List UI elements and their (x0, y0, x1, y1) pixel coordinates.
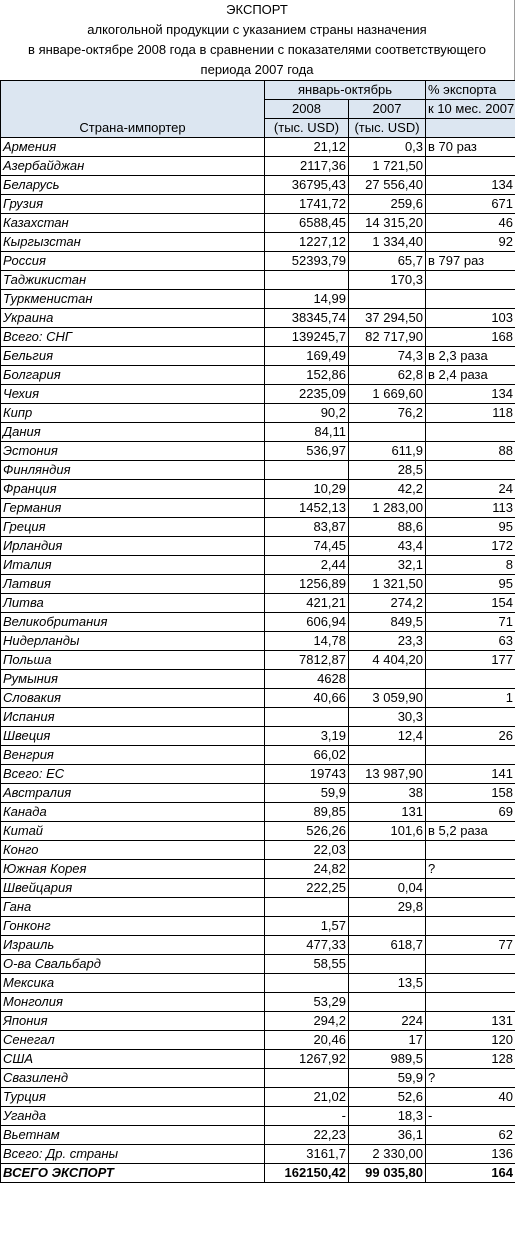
percent-cell[interactable]: 671 (426, 195, 515, 214)
table-row (1, 670, 515, 689)
country-cell[interactable]: Чехия (1, 385, 265, 404)
column-header-pct-2[interactable]: к 10 мес. 2007 (426, 100, 515, 119)
value-2008-cell[interactable]: 3161,7 (265, 1145, 349, 1164)
percent-cell[interactable] (426, 917, 515, 936)
table-row (1, 708, 515, 727)
table-row (1, 898, 515, 917)
value-2008-cell[interactable]: 38345,74 (265, 309, 349, 328)
country-cell[interactable]: Украина (1, 309, 265, 328)
country-cell[interactable]: Япония (1, 1012, 265, 1031)
percent-cell[interactable]: 63 (426, 632, 515, 651)
percent-cell[interactable]: 172 (426, 537, 515, 556)
value-2007-cell[interactable] (349, 746, 426, 765)
table-row (1, 366, 515, 385)
table-row (1, 290, 515, 309)
country-cell[interactable]: Нидерланды (1, 632, 265, 651)
column-header-pct-blank[interactable] (426, 119, 515, 138)
value-2008-cell[interactable]: 14,78 (265, 632, 349, 651)
country-cell[interactable]: Россия (1, 252, 265, 271)
percent-cell[interactable]: 177 (426, 651, 515, 670)
country-cell[interactable]: Канада (1, 803, 265, 822)
percent-cell[interactable] (426, 423, 515, 442)
value-2008-cell[interactable]: 74,45 (265, 537, 349, 556)
value-2008-cell[interactable]: 59,9 (265, 784, 349, 803)
table-row (1, 176, 515, 195)
table-row (1, 765, 515, 784)
table-row (1, 195, 515, 214)
table-row (1, 746, 515, 765)
export-table (0, 80, 515, 1183)
table-row (1, 1069, 515, 1088)
value-2007-cell[interactable] (349, 670, 426, 689)
value-2007-cell[interactable]: 37 294,50 (349, 309, 426, 328)
table-row (1, 1050, 515, 1069)
value-2008-cell[interactable]: 1741,72 (265, 195, 349, 214)
value-2007-cell[interactable] (349, 423, 426, 442)
value-2008-cell[interactable]: 90,2 (265, 404, 349, 423)
column-header-country[interactable]: Страна-импортер (1, 81, 265, 138)
value-2007-cell[interactable]: 43,4 (349, 537, 426, 556)
country-cell[interactable]: Беларусь (1, 176, 265, 195)
column-header-pct-1[interactable]: % экспорта (426, 81, 515, 100)
country-cell[interactable]: Италия (1, 556, 265, 575)
country-cell[interactable]: Израиль (1, 936, 265, 955)
table-row (1, 784, 515, 803)
value-2007-cell[interactable]: 38 (349, 784, 426, 803)
value-2007-cell[interactable]: 1 721,50 (349, 157, 426, 176)
country-cell[interactable]: Армения (1, 138, 265, 157)
country-cell[interactable]: Швеция (1, 727, 265, 746)
country-cell[interactable]: Грузия (1, 195, 265, 214)
value-2008-cell[interactable]: 14,99 (265, 290, 349, 309)
country-cell[interactable]: Кыргызстан (1, 233, 265, 252)
country-cell[interactable]: Дания (1, 423, 265, 442)
table-row (1, 404, 515, 423)
value-2008-cell[interactable]: 169,49 (265, 347, 349, 366)
value-2008-cell[interactable]: 84,11 (265, 423, 349, 442)
table-row (1, 974, 515, 993)
percent-cell[interactable]: 1 (426, 689, 515, 708)
table-row (1, 518, 515, 537)
value-2008-cell[interactable]: 477,33 (265, 936, 349, 955)
percent-cell[interactable]: 8 (426, 556, 515, 575)
title-line-1: ЭКСПОРТ (0, 0, 515, 20)
country-cell[interactable]: Туркменистан (1, 290, 265, 309)
value-2008-cell[interactable]: 3,19 (265, 727, 349, 746)
value-2008-cell[interactable]: 2,44 (265, 556, 349, 575)
value-2007-cell[interactable] (349, 290, 426, 309)
table-row (1, 1126, 515, 1145)
percent-cell[interactable]: 88 (426, 442, 515, 461)
percent-cell[interactable]: - (426, 1107, 515, 1126)
table-row (1, 271, 515, 290)
value-2008-cell[interactable] (265, 1069, 349, 1088)
value-2008-cell[interactable]: 21,02 (265, 1088, 349, 1107)
value-2007-cell[interactable] (349, 955, 426, 974)
value-2008-cell[interactable]: 294,2 (265, 1012, 349, 1031)
country-cell[interactable]: Финляндия (1, 461, 265, 480)
table-row (1, 936, 515, 955)
percent-cell[interactable] (426, 879, 515, 898)
value-2007-cell[interactable]: 59,9 (349, 1069, 426, 1088)
country-cell[interactable]: Греция (1, 518, 265, 537)
country-cell[interactable]: Латвия (1, 575, 265, 594)
country-cell[interactable]: Великобритания (1, 613, 265, 632)
country-cell[interactable]: Всего: ЕС (1, 765, 265, 784)
country-cell[interactable]: Кипр (1, 404, 265, 423)
percent-cell[interactable]: 134 (426, 176, 515, 195)
value-2008-cell[interactable] (265, 708, 349, 727)
country-cell[interactable]: Бельгия (1, 347, 265, 366)
value-2008-cell[interactable]: 21,12 (265, 138, 349, 157)
value-2008-cell[interactable]: 536,97 (265, 442, 349, 461)
country-cell[interactable]: Вьетнам (1, 1126, 265, 1145)
value-2007-cell[interactable]: 74,3 (349, 347, 426, 366)
table-row (1, 385, 515, 404)
table-row (1, 347, 515, 366)
table-row (1, 423, 515, 442)
value-2007-cell[interactable] (349, 841, 426, 860)
value-2008-cell[interactable]: 139245,7 (265, 328, 349, 347)
percent-cell[interactable]: 95 (426, 575, 515, 594)
percent-cell[interactable]: в 2,4 раза (426, 366, 515, 385)
table-row (1, 955, 515, 974)
table-row (1, 233, 515, 252)
value-2007-cell[interactable]: 0,04 (349, 879, 426, 898)
value-2007-cell[interactable]: 52,6 (349, 1088, 426, 1107)
country-cell[interactable]: Болгария (1, 366, 265, 385)
percent-cell[interactable]: 46 (426, 214, 515, 233)
percent-cell[interactable] (426, 955, 515, 974)
value-2007-cell[interactable]: 4 404,20 (349, 651, 426, 670)
value-2007-cell[interactable]: 30,3 (349, 708, 426, 727)
table-row (1, 613, 515, 632)
value-2008-cell[interactable]: 10,29 (265, 480, 349, 499)
table-row (1, 1145, 515, 1164)
table-row (1, 727, 515, 746)
percent-cell[interactable] (426, 157, 515, 176)
value-2007-cell[interactable]: 23,3 (349, 632, 426, 651)
value-2008-cell[interactable]: - (265, 1107, 349, 1126)
percent-cell[interactable]: в 797 раз (426, 252, 515, 271)
percent-cell[interactable]: 92 (426, 233, 515, 252)
title-line-4: периода 2007 года (0, 60, 515, 80)
value-2008-cell[interactable]: 1267,92 (265, 1050, 349, 1069)
value-2008-cell[interactable] (265, 271, 349, 290)
percent-cell[interactable]: 95 (426, 518, 515, 537)
value-2008-cell[interactable]: 2235,09 (265, 385, 349, 404)
percent-cell[interactable] (426, 841, 515, 860)
percent-cell[interactable] (426, 993, 515, 1012)
column-header-2007[interactable]: 2007 (349, 100, 426, 119)
percent-cell[interactable]: 113 (426, 499, 515, 518)
country-cell[interactable]: Эстония (1, 442, 265, 461)
country-cell[interactable]: Румыния (1, 670, 265, 689)
table-row (1, 328, 515, 347)
value-2007-cell[interactable]: 17 (349, 1031, 426, 1050)
value-2007-cell[interactable]: 2 330,00 (349, 1145, 426, 1164)
table-row (1, 575, 515, 594)
value-2008-cell[interactable]: 1452,13 (265, 499, 349, 518)
table-row (1, 841, 515, 860)
value-2008-cell[interactable]: 1256,89 (265, 575, 349, 594)
country-cell[interactable]: Испания (1, 708, 265, 727)
value-2008-cell[interactable]: 20,46 (265, 1031, 349, 1050)
percent-cell[interactable]: 71 (426, 613, 515, 632)
country-cell[interactable]: Всего: Др. страны (1, 1145, 265, 1164)
country-cell[interactable]: Сенегал (1, 1031, 265, 1050)
value-2008-cell[interactable]: 4628 (265, 670, 349, 689)
country-cell[interactable]: Всего: СНГ (1, 328, 265, 347)
value-2008-cell[interactable]: 52393,79 (265, 252, 349, 271)
value-2007-cell[interactable]: 18,3 (349, 1107, 426, 1126)
percent-cell[interactable] (426, 461, 515, 480)
table-row (1, 1107, 515, 1126)
percent-cell[interactable]: 131 (426, 1012, 515, 1031)
value-2007-cell[interactable]: 1 669,60 (349, 385, 426, 404)
country-cell[interactable]: Азербайджан (1, 157, 265, 176)
country-cell[interactable]: Казахстан (1, 214, 265, 233)
value-2008-cell[interactable]: 526,26 (265, 822, 349, 841)
value-2007-cell[interactable]: 274,2 (349, 594, 426, 613)
column-unit-2007[interactable]: (тыс. USD) (349, 119, 426, 138)
country-cell[interactable]: Словакия (1, 689, 265, 708)
value-2008-cell[interactable]: 22,03 (265, 841, 349, 860)
value-2008-cell[interactable]: 89,85 (265, 803, 349, 822)
value-2008-cell[interactable] (265, 974, 349, 993)
table-row (1, 252, 515, 271)
country-cell[interactable]: Ирландия (1, 537, 265, 556)
table-row (1, 556, 515, 575)
country-cell[interactable]: Швейцария (1, 879, 265, 898)
value-2008-cell[interactable]: 162150,42 (265, 1164, 349, 1183)
value-2008-cell[interactable]: 22,23 (265, 1126, 349, 1145)
percent-cell[interactable]: 40 (426, 1088, 515, 1107)
country-cell[interactable]: Турция (1, 1088, 265, 1107)
value-2007-cell[interactable]: 36,1 (349, 1126, 426, 1145)
table-row (1, 632, 515, 651)
percent-cell[interactable]: 154 (426, 594, 515, 613)
value-2007-cell[interactable]: 989,5 (349, 1050, 426, 1069)
value-2007-cell[interactable]: 27 556,40 (349, 176, 426, 195)
country-cell[interactable]: Южная Корея (1, 860, 265, 879)
table-row (1, 1031, 515, 1050)
country-cell[interactable]: Китай (1, 822, 265, 841)
value-2008-cell[interactable]: 36795,43 (265, 176, 349, 195)
percent-cell[interactable]: 158 (426, 784, 515, 803)
table-row (1, 860, 515, 879)
table-row (1, 1012, 515, 1031)
country-cell[interactable]: Таджикистан (1, 271, 265, 290)
value-2007-cell[interactable]: 224 (349, 1012, 426, 1031)
value-2007-cell[interactable]: 28,5 (349, 461, 426, 480)
percent-cell[interactable]: 164 (426, 1164, 515, 1183)
column-header-period[interactable]: январь-октябрь (265, 81, 426, 100)
value-2008-cell[interactable]: 1227,12 (265, 233, 349, 252)
percent-cell[interactable]: 134 (426, 385, 515, 404)
country-cell[interactable]: Свазиленд (1, 1069, 265, 1088)
percent-cell[interactable] (426, 898, 515, 917)
value-2007-cell[interactable]: 259,6 (349, 195, 426, 214)
table-row (1, 461, 515, 480)
value-2008-cell[interactable]: 7812,87 (265, 651, 349, 670)
value-2007-cell[interactable]: 99 035,80 (349, 1164, 426, 1183)
table-row (1, 803, 515, 822)
percent-cell[interactable]: 24 (426, 480, 515, 499)
value-2008-cell[interactable]: 606,94 (265, 613, 349, 632)
value-2007-cell[interactable]: 0,3 (349, 138, 426, 157)
percent-cell[interactable] (426, 670, 515, 689)
table-row (1, 879, 515, 898)
percent-cell[interactable]: 128 (426, 1050, 515, 1069)
value-2008-cell[interactable]: 2117,36 (265, 157, 349, 176)
country-cell[interactable]: Гана (1, 898, 265, 917)
value-2007-cell[interactable]: 82 717,90 (349, 328, 426, 347)
value-2008-cell[interactable]: 40,66 (265, 689, 349, 708)
table-row (1, 651, 515, 670)
value-2007-cell[interactable]: 170,3 (349, 271, 426, 290)
value-2008-cell[interactable]: 58,55 (265, 955, 349, 974)
header-row-1 (1, 81, 515, 100)
value-2007-cell[interactable]: 101,6 (349, 822, 426, 841)
percent-cell[interactable]: 77 (426, 936, 515, 955)
country-cell[interactable]: Гонконг (1, 917, 265, 936)
country-cell[interactable]: Монголия (1, 993, 265, 1012)
percent-cell[interactable] (426, 708, 515, 727)
country-cell[interactable]: Литва (1, 594, 265, 613)
country-cell[interactable]: ВСЕГО ЭКСПОРТ (1, 1164, 265, 1183)
percent-cell[interactable]: в 2,3 раза (426, 347, 515, 366)
percent-cell[interactable] (426, 290, 515, 309)
percent-cell[interactable]: 26 (426, 727, 515, 746)
value-2007-cell[interactable]: 65,7 (349, 252, 426, 271)
title-line-2: алкогольной продукции с указанием страны назначения (0, 20, 515, 40)
value-2007-cell[interactable]: 3 059,90 (349, 689, 426, 708)
percent-cell[interactable]: 168 (426, 328, 515, 347)
country-cell[interactable]: О-ва Свальбард (1, 955, 265, 974)
table-row (1, 689, 515, 708)
country-cell[interactable]: Уганда (1, 1107, 265, 1126)
value-2007-cell[interactable]: 13 987,90 (349, 765, 426, 784)
value-2007-cell[interactable]: 29,8 (349, 898, 426, 917)
percent-cell[interactable]: ? (426, 1069, 515, 1088)
value-2007-cell[interactable] (349, 860, 426, 879)
percent-cell[interactable]: 141 (426, 765, 515, 784)
value-2007-cell[interactable] (349, 917, 426, 936)
value-2007-cell[interactable]: 1 321,50 (349, 575, 426, 594)
country-cell[interactable]: Конго (1, 841, 265, 860)
table-row (1, 537, 515, 556)
table-row (1, 1088, 515, 1107)
value-2007-cell[interactable]: 131 (349, 803, 426, 822)
country-cell[interactable]: США (1, 1050, 265, 1069)
column-unit-2008[interactable]: (тыс. USD) (265, 119, 349, 138)
percent-cell[interactable]: 62 (426, 1126, 515, 1145)
table-row (1, 309, 515, 328)
table-row (1, 1164, 515, 1183)
percent-cell[interactable] (426, 974, 515, 993)
percent-cell[interactable]: 120 (426, 1031, 515, 1050)
value-2008-cell[interactable]: 6588,45 (265, 214, 349, 233)
value-2008-cell[interactable]: 83,87 (265, 518, 349, 537)
value-2007-cell[interactable]: 1 283,00 (349, 499, 426, 518)
column-header-2008[interactable]: 2008 (265, 100, 349, 119)
country-cell[interactable]: Австралия (1, 784, 265, 803)
value-2007-cell[interactable]: 32,1 (349, 556, 426, 575)
value-2008-cell[interactable] (265, 461, 349, 480)
percent-cell[interactable]: в 70 раз (426, 138, 515, 157)
country-cell[interactable]: Германия (1, 499, 265, 518)
percent-cell[interactable] (426, 746, 515, 765)
table-row (1, 214, 515, 233)
value-2008-cell[interactable]: 152,86 (265, 366, 349, 385)
value-2007-cell[interactable]: 42,2 (349, 480, 426, 499)
country-cell[interactable]: Мексика (1, 974, 265, 993)
percent-cell[interactable]: 136 (426, 1145, 515, 1164)
title-line-3: в январе-октябре 2008 года в сравнении с показателями соответствующего (0, 40, 515, 60)
table-row (1, 822, 515, 841)
table-row (1, 499, 515, 518)
value-2007-cell[interactable]: 14 315,20 (349, 214, 426, 233)
value-2007-cell[interactable]: 849,5 (349, 613, 426, 632)
value-2008-cell[interactable]: 19743 (265, 765, 349, 784)
value-2008-cell[interactable]: 66,02 (265, 746, 349, 765)
value-2008-cell[interactable]: 53,29 (265, 993, 349, 1012)
value-2007-cell[interactable]: 12,4 (349, 727, 426, 746)
value-2008-cell[interactable]: 1,57 (265, 917, 349, 936)
table-row (1, 442, 515, 461)
table-row (1, 917, 515, 936)
value-2007-cell[interactable] (349, 993, 426, 1012)
table-row (1, 157, 515, 176)
percent-cell[interactable]: 118 (426, 404, 515, 423)
percent-cell[interactable]: ? (426, 860, 515, 879)
value-2008-cell[interactable]: 24,82 (265, 860, 349, 879)
country-cell[interactable]: Франция (1, 480, 265, 499)
value-2007-cell[interactable]: 1 334,40 (349, 233, 426, 252)
value-2008-cell[interactable]: 222,25 (265, 879, 349, 898)
value-2007-cell[interactable]: 611,9 (349, 442, 426, 461)
country-cell[interactable]: Польша (1, 651, 265, 670)
value-2007-cell[interactable]: 88,6 (349, 518, 426, 537)
country-cell[interactable]: Венгрия (1, 746, 265, 765)
value-2007-cell[interactable]: 76,2 (349, 404, 426, 423)
value-2007-cell[interactable]: 618,7 (349, 936, 426, 955)
table-row (1, 594, 515, 613)
value-2007-cell[interactable]: 13,5 (349, 974, 426, 993)
value-2008-cell[interactable]: 421,21 (265, 594, 349, 613)
percent-cell[interactable]: 69 (426, 803, 515, 822)
table-row (1, 480, 515, 499)
value-2008-cell[interactable] (265, 898, 349, 917)
percent-cell[interactable] (426, 271, 515, 290)
table-row (1, 138, 515, 157)
percent-cell[interactable]: 103 (426, 309, 515, 328)
value-2007-cell[interactable]: 62,8 (349, 366, 426, 385)
percent-cell[interactable]: в 5,2 раза (426, 822, 515, 841)
table-row (1, 993, 515, 1012)
